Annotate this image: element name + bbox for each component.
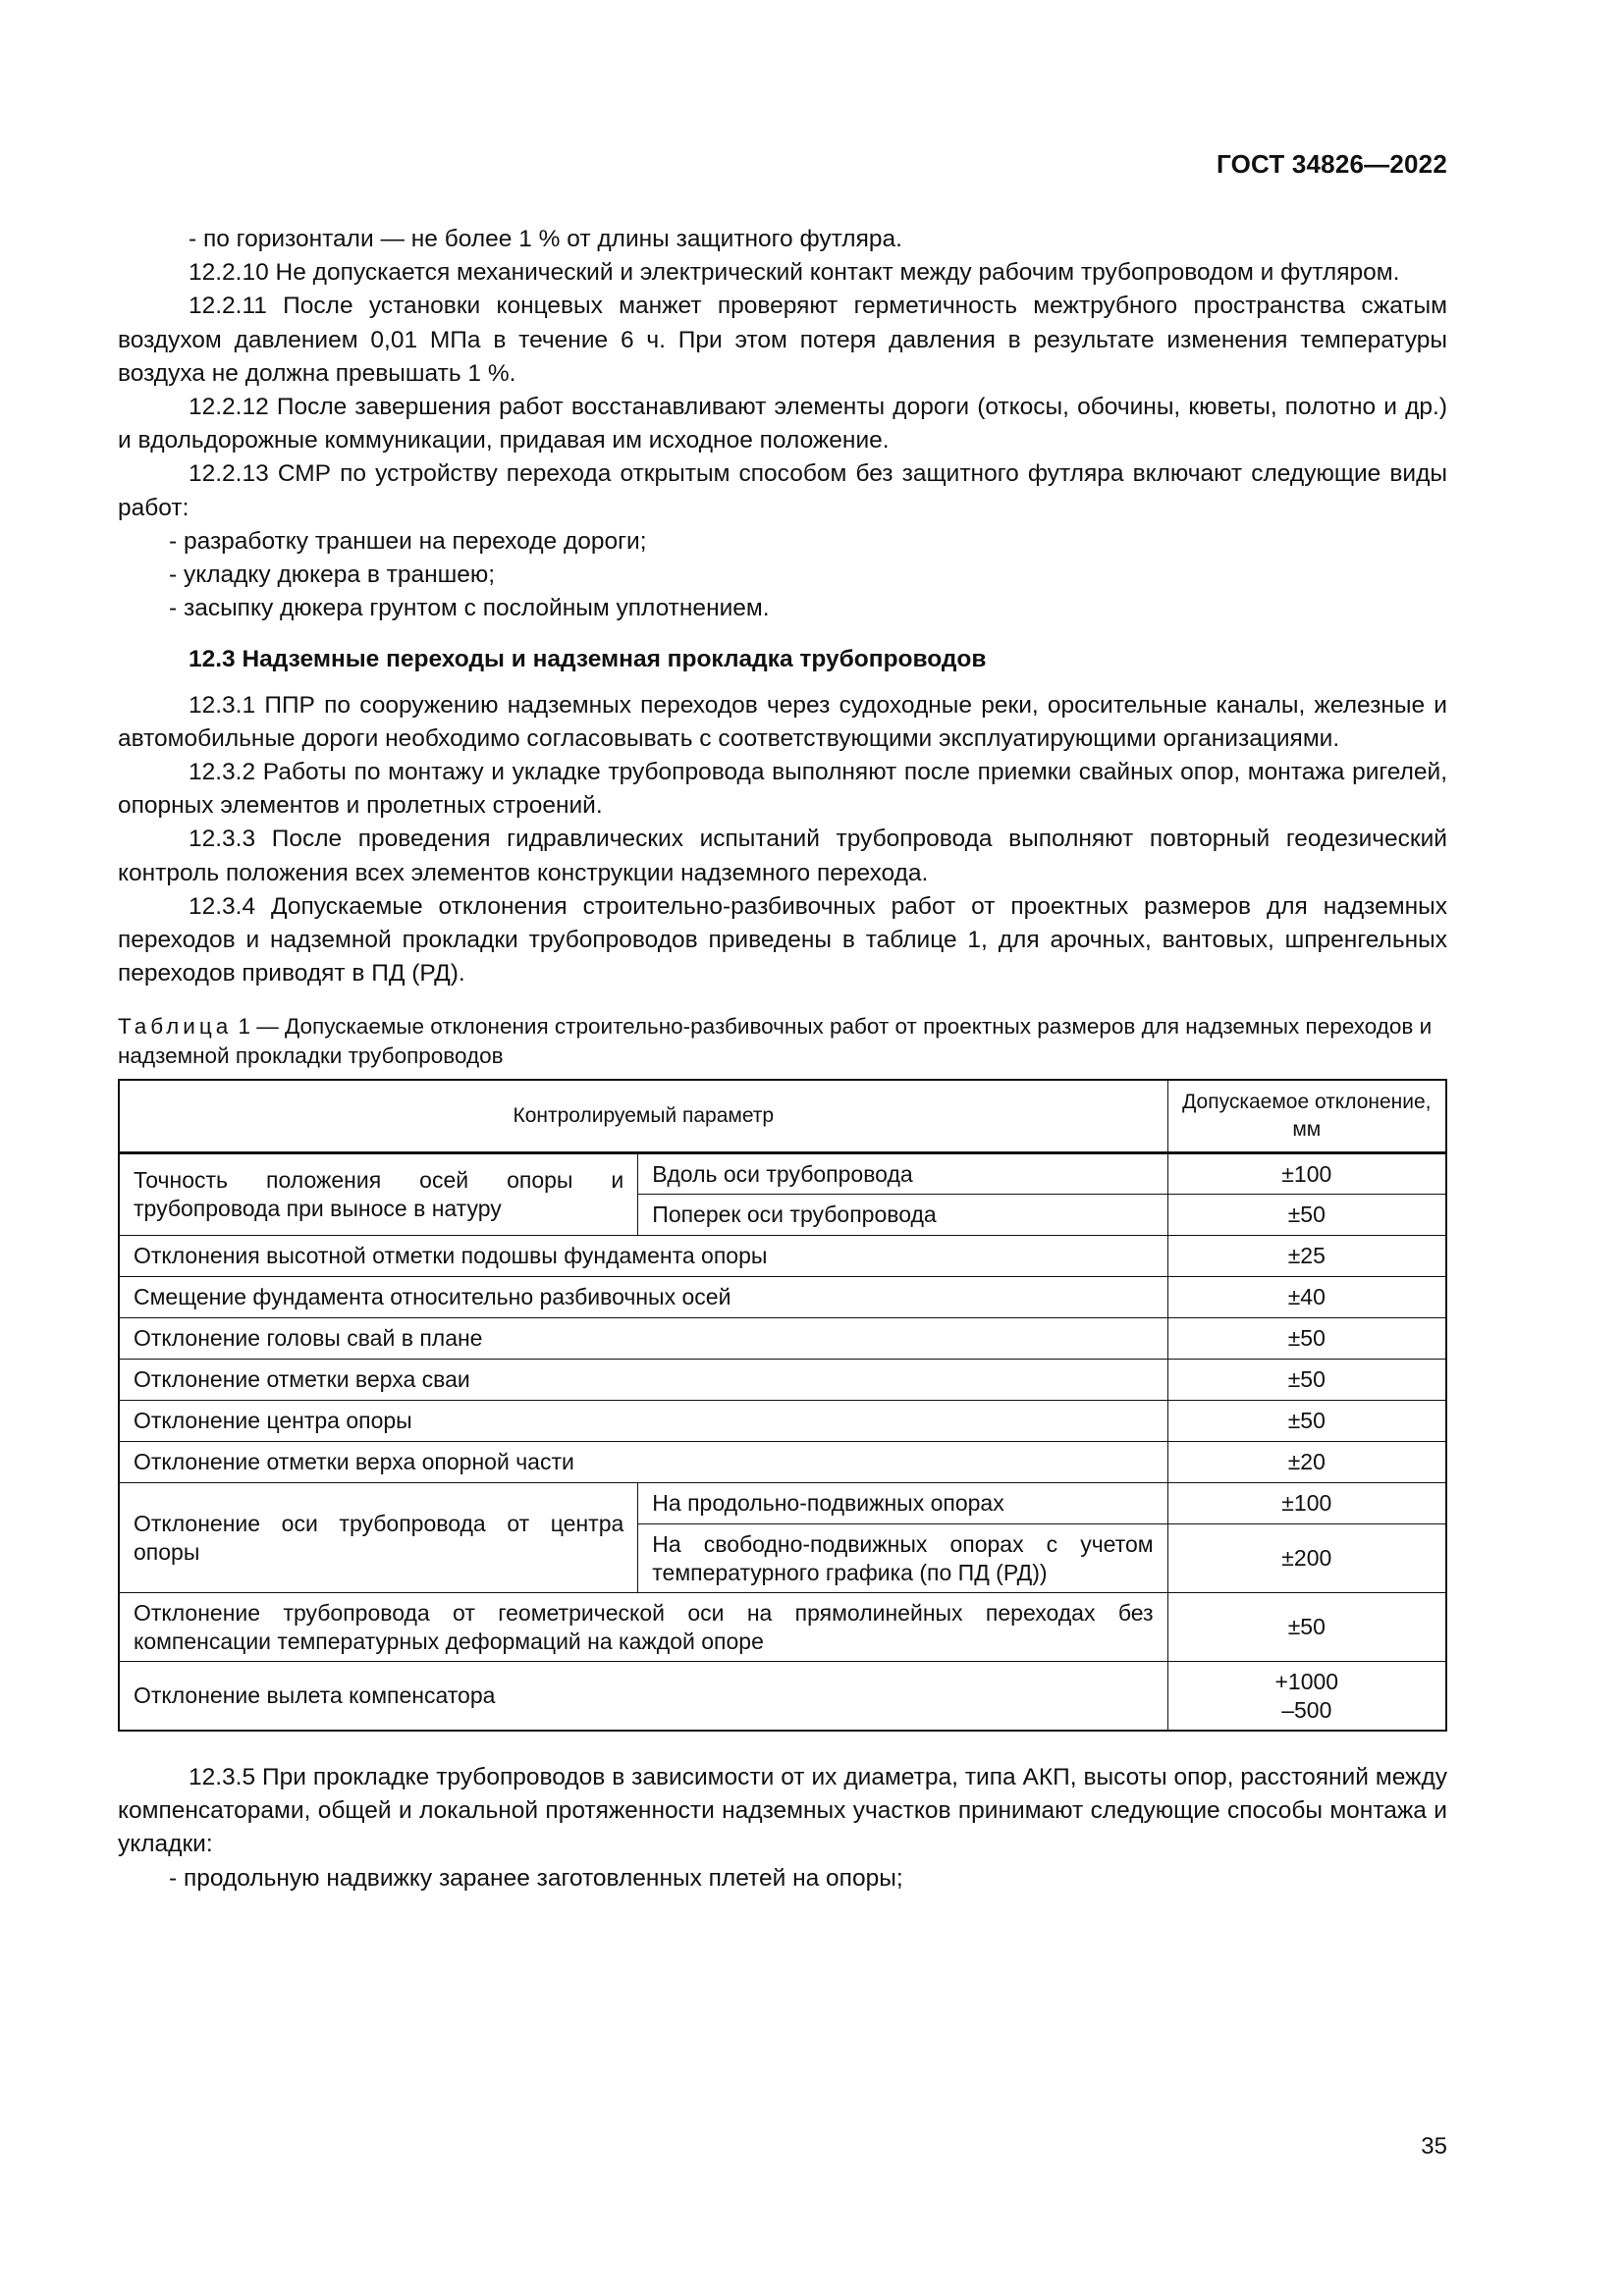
standard-header: ГОСТ 34826—2022 xyxy=(1217,149,1447,179)
value-cell: ±50 xyxy=(1167,1593,1446,1662)
mounting-methods-list xyxy=(118,1862,1447,1896)
param-cell: Отклонение отметки верха сваи xyxy=(119,1360,1167,1401)
paragraph-12-2-11: 12.2.11 После установки концевых манжет проверяют герметичность межтрубного пространства сжатым воздухом давлением 0,01 МПа в течение 6 ч. При этом потеря давления в результате изменения температуры воздуха не должна превышать 1 %. xyxy=(118,293,1447,387)
param-cell: Отклонения высотной отметки подошвы фундамента опоры xyxy=(119,1236,1167,1277)
list-item: - разработку траншеи на переходе дороги; xyxy=(169,527,647,555)
paragraph-12-3-5: 12.3.5 При прокладке трубопроводов в зависимости от их диаметра, типа АКП, высоты опор, расстояний между компенсаторами, общей и локальной протяженности надземных участков принимают следующие способы монтажа и укладки: xyxy=(118,1763,1447,1858)
paragraph-12-3-1: 12.3.1 ППР по сооружению надземных переходов через судоходные реки, оросительные каналы, железные и автомобильные дороги необходимо согласовывать с соответствующими эксплуатирующими организациями. xyxy=(118,691,1447,752)
table-row xyxy=(119,1236,1446,1277)
table-header-row xyxy=(119,1080,1446,1153)
deviations-table xyxy=(118,1079,1447,1732)
header-param: Контролируемый параметр xyxy=(119,1080,1167,1153)
works-list xyxy=(118,525,1447,626)
value-cell: ±40 xyxy=(1167,1277,1446,1318)
list-item: - засыпку дюкера грунтом с послойным уплотнением. xyxy=(169,595,770,622)
value-cell: ±100 xyxy=(1167,1153,1446,1195)
table-caption xyxy=(118,1012,1447,1071)
paragraph-12-2-13: 12.2.13 СМР по устройству перехода открытым способом без защитного футляра включают следующие виды работ: xyxy=(118,460,1447,521)
param-cell: Отклонение отметки верха опорной части xyxy=(119,1442,1167,1483)
table-caption-number: 1 xyxy=(238,1014,251,1040)
param-cell: Точность положения осей опоры и трубопровода при выносе в натуру xyxy=(119,1153,638,1236)
table-row xyxy=(119,1442,1446,1483)
value-cell: ±50 xyxy=(1167,1401,1446,1442)
table-caption-label: Таблица xyxy=(118,1014,233,1040)
paragraph-12-2-12: 12.2.12 После завершения работ восстанавливают элементы дороги (откосы, обочины, кюветы, полотно и др.) и вдольдорожные коммуникации, придавая им исходное положение. xyxy=(118,394,1447,454)
header-deviation: Допускаемое отклонение, мм xyxy=(1167,1080,1446,1153)
paragraph-dash-horizontal: - по горизонтали — не более 1 % от длины защитного футляра. xyxy=(189,226,902,252)
value-cell: ±200 xyxy=(1167,1524,1446,1593)
value-cell: ±100 xyxy=(1167,1483,1446,1524)
subparam-cell: Поперек оси трубопровода xyxy=(638,1195,1167,1236)
table-row xyxy=(119,1593,1446,1662)
body-text xyxy=(118,223,1447,1896)
value-plus: +1000 xyxy=(1274,1668,1339,1694)
param-cell: Отклонение трубопровода от геометрической оси на прямолинейных переходах без компенсации температурных деформаций на каждой опоре xyxy=(119,1593,1167,1662)
paragraph-12-3-2: 12.3.2 Работы по монтажу и укладке трубопровода выполняют после приемки свайных опор, монтажа ригелей, опорных элементов и пролетных строений. xyxy=(118,759,1447,820)
param-cell: Отклонение вылета компенсатора xyxy=(119,1662,1167,1731)
table-caption-text: — Допускаемые отклонения строительно-разбивочных работ от проектных размеров для надземных переходов и надземной прокладки трубопроводов xyxy=(118,1014,1433,1069)
subparam-cell: Вдоль оси трубопровода xyxy=(638,1153,1167,1195)
subparam-cell: На свободно-подвижных опорах с учетом температурного графика (по ПД (РД)) xyxy=(638,1524,1167,1593)
value-cell: ±50 xyxy=(1167,1360,1446,1401)
page-number: 35 xyxy=(1421,2133,1447,2160)
param-cell: Отклонение оси трубопровода от центра опоры xyxy=(119,1483,638,1593)
value-cell: ±50 xyxy=(1167,1195,1446,1236)
list-item: - продольную надвижку заранее заготовленных плетей на опоры; xyxy=(169,1864,903,1892)
table-row xyxy=(119,1277,1446,1318)
paragraph-12-3-3: 12.3.3 После проведения гидравлических испытаний трубопровода выполняют повторный геодезический контроль положения всех элементов конструкции надземного перехода. xyxy=(118,826,1447,886)
param-cell: Отклонение центра опоры xyxy=(119,1401,1167,1442)
value-minus: –500 xyxy=(1281,1696,1332,1723)
table-row xyxy=(119,1483,1446,1524)
table-row xyxy=(119,1153,1446,1195)
paragraph-12-3-4: 12.3.4 Допускаемые отклонения строительно-разбивочных работ от проектных размеров для надземных переходов и надземной прокладки трубопроводов приведены в таблице 1, для арочных, вантовых, шпренгельных переходов приводят в ПД (РД). xyxy=(118,892,1447,988)
value-cell xyxy=(1167,1662,1446,1731)
table-row xyxy=(119,1318,1446,1360)
param-cell: Смещение фундамента относительно разбивочных осей xyxy=(119,1277,1167,1318)
value-cell: ±50 xyxy=(1167,1318,1446,1360)
table-row xyxy=(119,1360,1446,1401)
table-row xyxy=(119,1662,1446,1731)
table-row xyxy=(119,1401,1446,1442)
list-item: - укладку дюкера в траншею; xyxy=(169,561,496,589)
param-cell: Отклонение головы свай в плане xyxy=(119,1318,1167,1360)
value-cell: ±25 xyxy=(1167,1236,1446,1277)
section-heading-12-3: 12.3 Надземные переходы и надземная прокладка трубопроводов xyxy=(189,646,987,673)
paragraph-12-2-10: 12.2.10 Не допускается механический и электрический контакт между рабочим трубопроводом и футляром. xyxy=(189,259,1400,287)
value-cell: ±20 xyxy=(1167,1442,1446,1483)
subparam-cell: На продольно-подвижных опорах xyxy=(638,1483,1167,1524)
